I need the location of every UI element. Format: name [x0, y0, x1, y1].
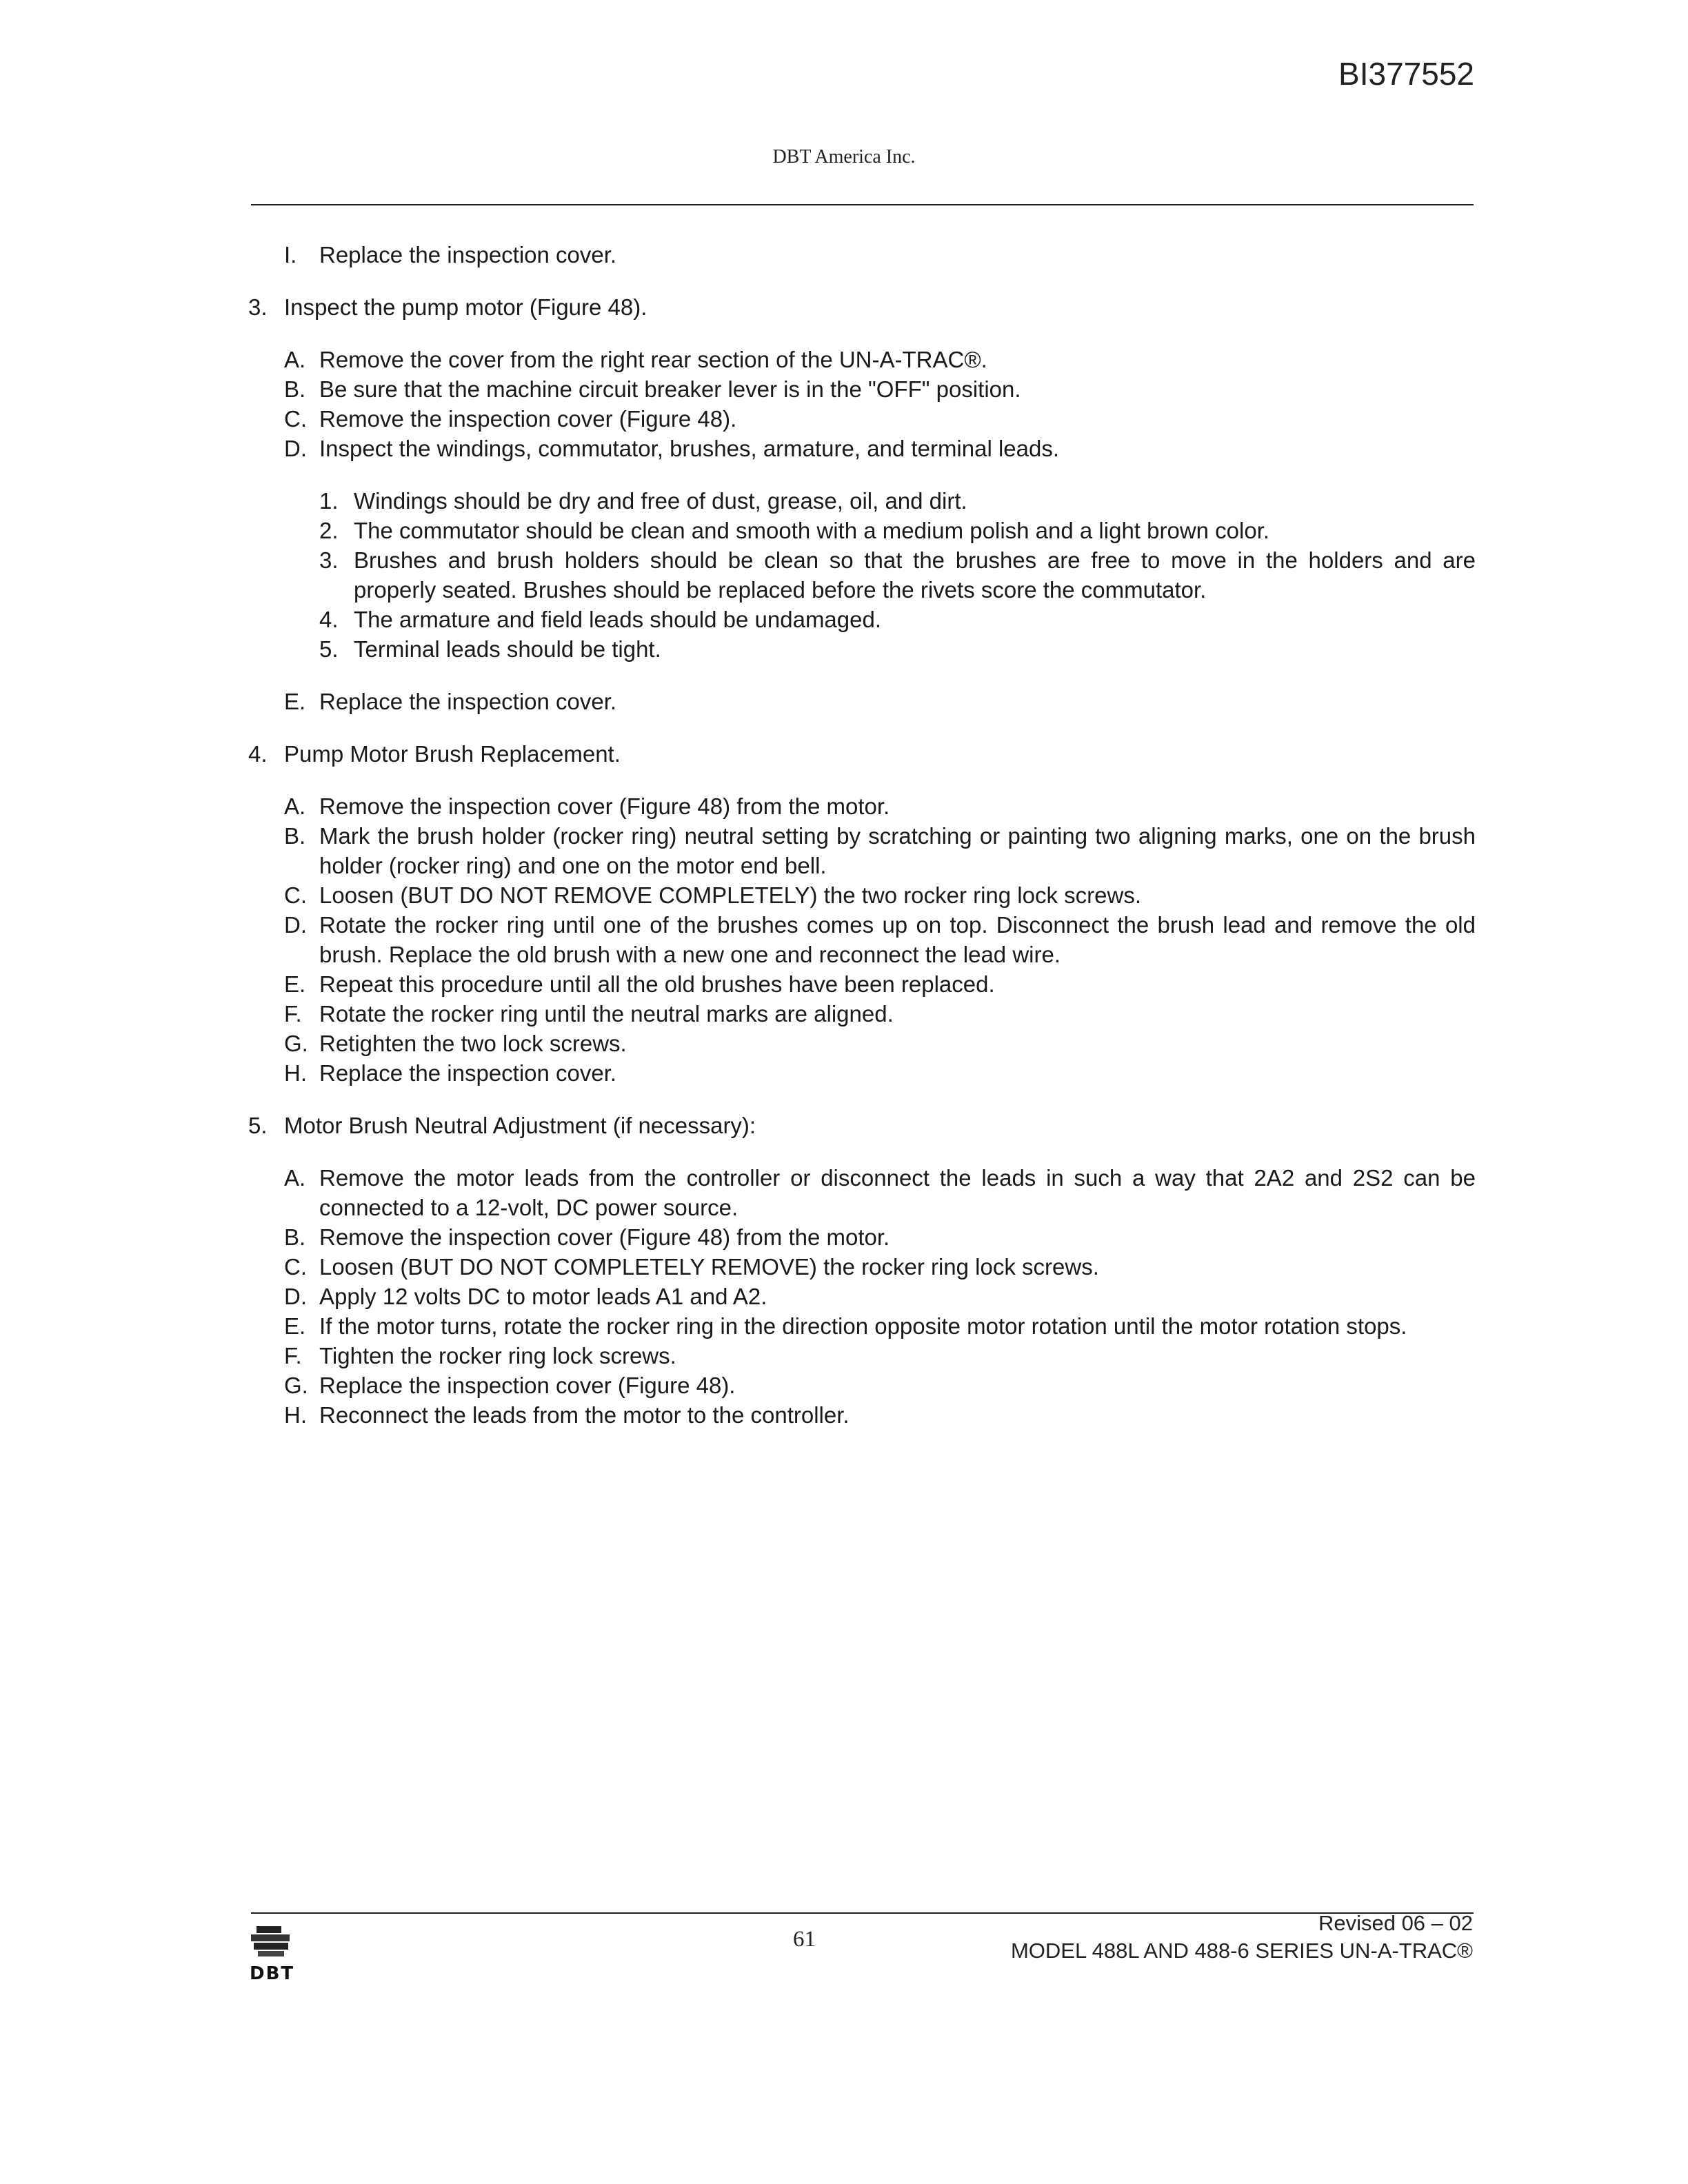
list-item — [248, 969, 1476, 999]
step-label: C. — [284, 406, 307, 432]
list-item — [248, 1400, 1476, 1430]
list-item — [248, 1222, 1476, 1252]
check-text: The armature and field leads should be undamaged. — [354, 607, 882, 632]
step-text: Loosen (BUT DO NOT REMOVE COMPLETELY) the two rocker ring lock screws. — [319, 882, 1141, 908]
check-text: Windings should be dry and free of dust, grease, oil, and dirt. — [354, 488, 967, 514]
list-item — [248, 1058, 1476, 1088]
check-text: The commutator should be clean and smooth with a medium polish and a light brown color. — [354, 518, 1270, 543]
section-3-steps — [248, 345, 1476, 463]
section-number: 4. — [248, 741, 268, 767]
list-item — [248, 880, 1476, 910]
step-text: Tighten the rocker ring lock screws. — [319, 1343, 676, 1368]
step-label: C. — [284, 1254, 307, 1280]
step-text: Mark the brush holder (rocker ring) neutral setting by scratching or painting two aligning marks, one on the brush holder (rocker ring) and one on the motor end bell. — [319, 823, 1476, 878]
step-label: A. — [284, 793, 306, 819]
check-label: 3. — [319, 547, 339, 573]
step-text: Apply 12 volts DC to motor leads A1 and A2. — [319, 1284, 767, 1309]
step-label: B. — [284, 376, 306, 402]
document-id: BI377552 — [1338, 56, 1474, 92]
step-text: Remove the inspection cover (Figure 48) from the motor. — [319, 1224, 890, 1250]
list-item — [248, 1282, 1476, 1311]
step-text: Rotate the rocker ring until the neutral marks are aligned. — [319, 1001, 894, 1027]
section-4-steps — [248, 791, 1476, 1088]
list-item — [248, 910, 1476, 969]
list-item — [248, 821, 1476, 880]
section-4-title — [248, 739, 1476, 769]
list-item — [248, 999, 1476, 1029]
list-item — [248, 486, 1476, 516]
list-item — [248, 345, 1476, 374]
step-label: F. — [284, 1001, 302, 1027]
step-label: A. — [284, 1165, 306, 1191]
step-label: F. — [284, 1343, 302, 1368]
step-text: Remove the cover from the right rear section of the UN-A-TRAC®. — [319, 347, 987, 372]
list-item — [248, 1311, 1476, 1341]
check-text: Terminal leads should be tight. — [354, 636, 661, 662]
step-text: Replace the inspection cover (Figure 48). — [319, 1373, 736, 1398]
step-label: B. — [284, 823, 306, 849]
step-label: D. — [284, 912, 307, 938]
step-text: Inspect the windings, commutator, brushes, armature, and terminal leads. — [319, 436, 1060, 461]
step-label: D. — [284, 436, 307, 461]
step-label: G. — [284, 1031, 308, 1056]
list-item — [248, 605, 1476, 634]
step-label: G. — [284, 1373, 308, 1398]
step-text: If the motor turns, rotate the rocker ring in the direction opposite motor rotation until the motor rotation stops. — [319, 1313, 1407, 1339]
list-item — [248, 404, 1476, 434]
section-title: Pump Motor Brush Replacement. — [284, 741, 621, 767]
section-title: Motor Brush Neutral Adjustment (if necessary): — [284, 1113, 756, 1138]
list-item — [248, 791, 1476, 821]
page-number: 61 — [793, 1927, 816, 1952]
step-text: Remove the inspection cover (Figure 48). — [319, 406, 737, 432]
step-label: I. — [284, 242, 297, 267]
logo-text: DBT — [250, 1963, 295, 1984]
step-label: E. — [284, 1313, 306, 1339]
step-label: E. — [284, 689, 306, 714]
footer-logo — [250, 1923, 305, 1984]
list-item — [248, 545, 1476, 605]
step-label: C. — [284, 882, 307, 908]
list-item — [248, 1252, 1476, 1282]
step-text: Repeat this procedure until all the old brushes have been replaced. — [319, 971, 995, 997]
step-label: H. — [284, 1402, 307, 1428]
model-title: MODEL 488L AND 488-6 SERIES UN-A-TRAC® — [1010, 1939, 1473, 1963]
section-number: 3. — [248, 294, 268, 320]
step-text: Reconnect the leads from the motor to the controller. — [319, 1402, 850, 1428]
list-item — [248, 1029, 1476, 1058]
section-title: Inspect the pump motor (Figure 48). — [284, 294, 647, 320]
step-text: Rotate the rocker ring until one of the brushes comes up on top. Disconnect the brush lead and remove the old brush. Replace the old brush with a new one and reconnect the lead wire. — [319, 912, 1476, 967]
step-text: Remove the inspection cover (Figure 48) from the motor. — [319, 793, 890, 819]
section-5-title — [248, 1111, 1476, 1140]
section-5-steps — [248, 1163, 1476, 1430]
page-content — [248, 240, 1476, 1430]
step-text: Loosen (BUT DO NOT COMPLETELY REMOVE) the rocker ring lock screws. — [319, 1254, 1099, 1280]
header-rule — [251, 204, 1474, 205]
step-label: E. — [284, 971, 306, 997]
step-label: A. — [284, 347, 306, 372]
list-item — [248, 1371, 1476, 1400]
footer-info — [1011, 1910, 1473, 1965]
check-label: 5. — [319, 636, 339, 662]
step-text: Replace the inspection cover. — [319, 242, 617, 267]
step-text: Replace the inspection cover. — [319, 1060, 617, 1086]
section-number: 5. — [248, 1113, 268, 1138]
check-text: Brushes and brush holders should be clean so that the brushes are free to move in the holders and are properly seated. Brushes should be replaced before the rivets score the commutator. — [354, 547, 1476, 603]
section-3-title — [248, 292, 1476, 322]
revision-date: Revised 06 – 02 — [1318, 1911, 1473, 1935]
step-I — [248, 240, 1476, 270]
company-header: DBT America Inc. — [772, 146, 916, 168]
list-item — [248, 434, 1476, 463]
step-text: Retighten the two lock screws. — [319, 1031, 627, 1056]
check-label: 2. — [319, 518, 339, 543]
section-3-checks — [248, 486, 1476, 664]
list-item — [248, 374, 1476, 404]
list-item — [248, 1163, 1476, 1222]
step-text: Be sure that the machine circuit breaker lever is in the "OFF" position. — [319, 376, 1021, 402]
step-label: B. — [284, 1224, 306, 1250]
check-label: 1. — [319, 488, 339, 514]
list-item — [248, 687, 1476, 716]
step-label: D. — [284, 1284, 307, 1309]
step-text: Remove the motor leads from the controller or disconnect the leads in such a way that 2A2 and 2S2 can be connected to a 12-volt, DC power source. — [319, 1165, 1476, 1220]
check-label: 4. — [319, 607, 339, 632]
list-item — [248, 1341, 1476, 1371]
list-item — [248, 634, 1476, 664]
step-label: H. — [284, 1060, 307, 1086]
dbt-logo-icon — [250, 1923, 292, 1959]
step-text: Replace the inspection cover. — [319, 689, 617, 714]
list-item — [248, 516, 1476, 545]
